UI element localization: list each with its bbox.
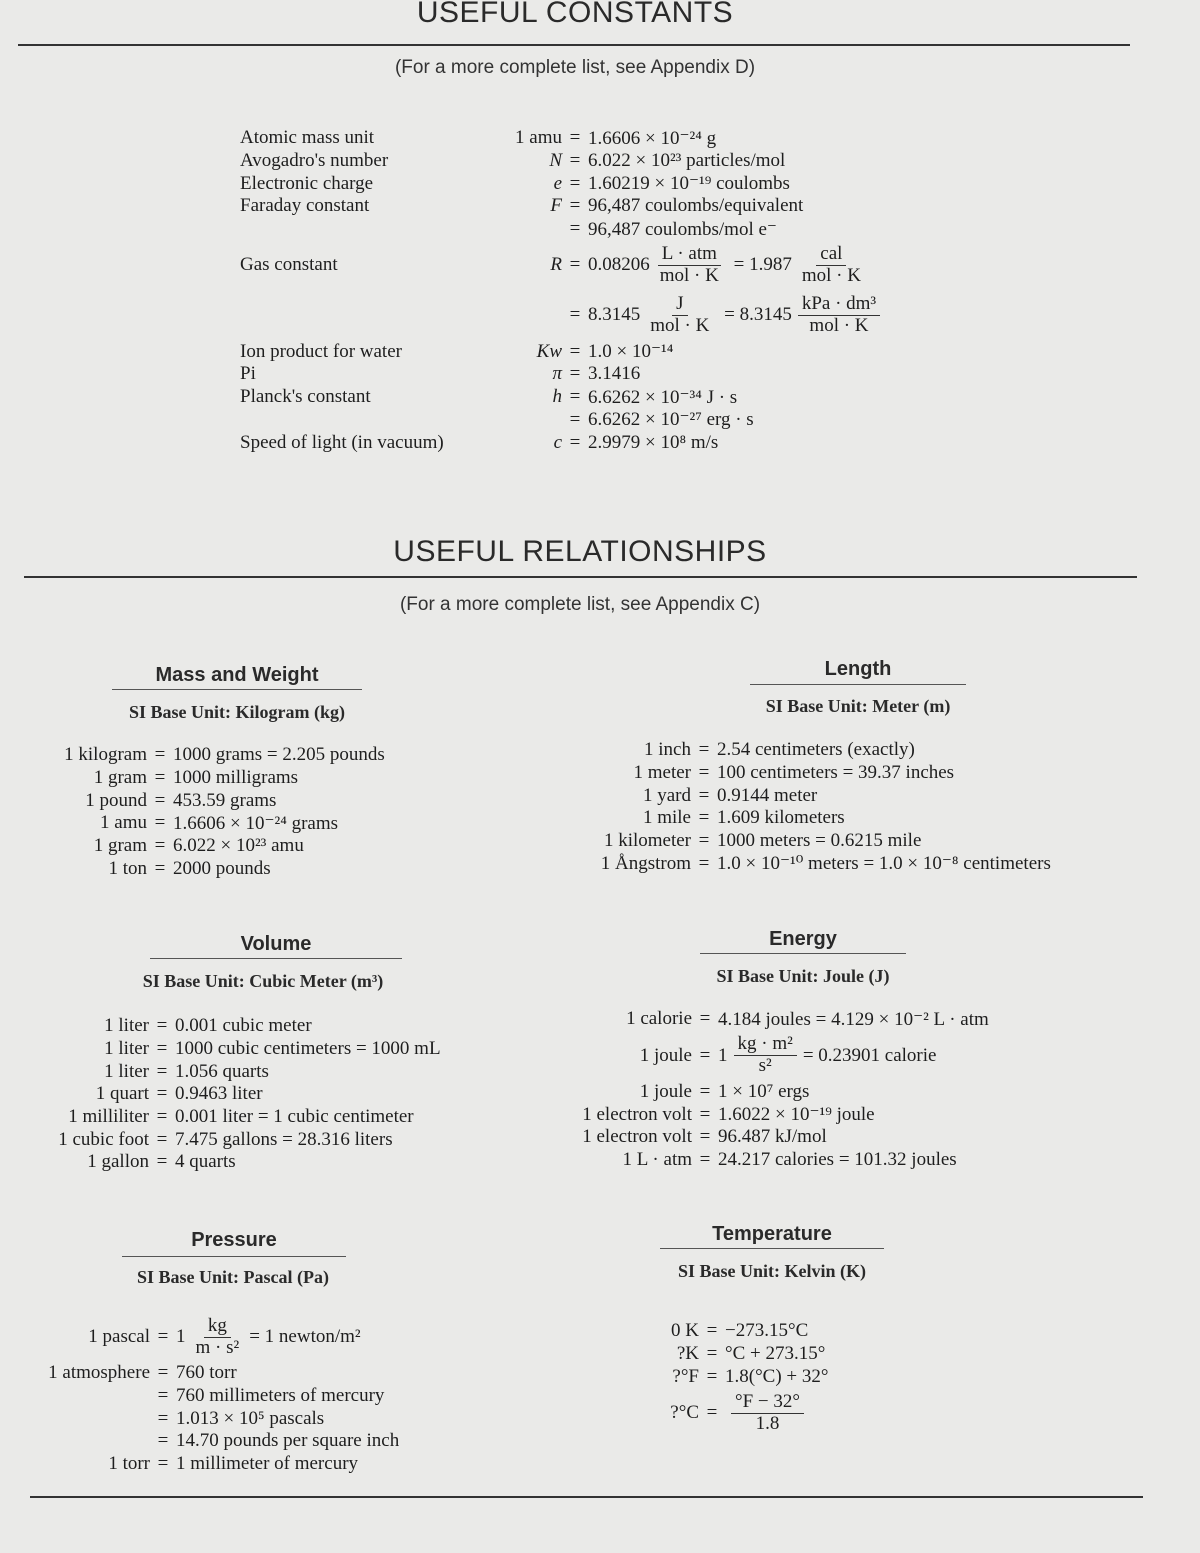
equation-row (0, 762, 1200, 785)
equation-lhs: N (549, 150, 562, 172)
fraction-denominator: mol · K (801, 264, 861, 286)
equation-text: 1.0 × 10⁻¹⁰ meters = 1.0 × 10⁻⁸ centimeters (717, 853, 1051, 875)
equation-lhs: 1 gallon (87, 1151, 149, 1173)
divider (700, 953, 906, 954)
equation-text: 1000 cubic centimeters = 1000 mL (175, 1038, 441, 1060)
fraction (798, 244, 865, 287)
fraction (646, 294, 713, 337)
fraction-numerator: kg · m² (734, 1034, 797, 1056)
equals-sign: = (706, 1402, 718, 1424)
equation-lhs: 1 electron volt (582, 1103, 692, 1125)
equation-lhs: 1 pascal (88, 1326, 150, 1347)
equation-rhs (718, 1008, 989, 1031)
equals-sign: = (569, 150, 581, 172)
equation-lhs: 1 torr (108, 1453, 150, 1475)
equals-sign: = (569, 363, 581, 385)
fraction-numerator: °F − 32° (731, 1392, 804, 1414)
equation-row (0, 852, 1200, 875)
volume-heading: Volume (240, 933, 312, 955)
equals-sign: = (569, 408, 581, 430)
equals-sign: = (157, 1385, 169, 1407)
energy-si-unit: SI Base Unit: Joule (J) (716, 966, 890, 986)
equation-text: 0.001 liter = 1 cubic centimeter (175, 1106, 414, 1128)
equation-rhs (717, 762, 954, 784)
equation-row (0, 1343, 1200, 1366)
equation-lhs: 1 pound (85, 789, 147, 811)
equation-rhs (725, 1343, 825, 1365)
equation-lhs: 1 ton (108, 857, 147, 879)
equals-sign: = (706, 1320, 718, 1342)
equation-text: 1000 grams = 2.205 pounds (173, 744, 385, 766)
mass-heading: Mass and Weight (155, 664, 319, 686)
equation-lhs: 1 meter (633, 762, 691, 784)
equation-text: = 1 newton/m² (249, 1326, 361, 1347)
equation-text: 2.54 centimeters (exactly) (717, 739, 915, 761)
divider (30, 1496, 1143, 1498)
equation-text: 1.6022 × 10⁻¹⁹ joule (718, 1104, 875, 1126)
equation-lhs: h (552, 386, 562, 408)
equation-row (0, 1365, 1200, 1388)
equation-text: 1.056 quarts (175, 1060, 269, 1082)
pressure-si-unit: SI Base Unit: Pascal (Pa) (137, 1267, 329, 1287)
equation-rhs (588, 150, 785, 172)
equation-row (0, 830, 1200, 853)
equation-lhs: 1 L · atm (622, 1149, 692, 1171)
divider (150, 958, 402, 959)
equals-sign: = (569, 218, 581, 240)
equation-lhs: 1 Ångstrom (600, 852, 691, 874)
equation-lhs: 1 amu (100, 812, 147, 834)
equation-text: 1 millimeter of mercury (176, 1453, 359, 1475)
equation-rhs (588, 218, 777, 241)
equals-sign: = (698, 852, 710, 874)
equation-lhs: R (550, 254, 562, 276)
fraction-numerator: J (672, 294, 687, 316)
equation-text: 6.6262 × 10⁻³⁴ J · s (588, 386, 738, 408)
equals-sign: = (706, 1365, 718, 1387)
equation-row (0, 1081, 1200, 1104)
equals-sign: = (569, 127, 581, 149)
equation-lhs: 1 gram (93, 767, 147, 789)
mass-si-unit: SI Base Unit: Kilogram (kg) (129, 702, 345, 722)
equation-rhs (588, 340, 673, 363)
equals-sign: = (698, 762, 710, 784)
equation-rhs (717, 785, 817, 807)
equation-text: 1.013 × 10⁵ pascals (176, 1407, 325, 1429)
equation-rhs (718, 1034, 936, 1077)
divider (18, 44, 1130, 46)
equation-row (0, 739, 1200, 762)
equals-sign: = (156, 1015, 168, 1037)
equation-rhs (176, 1453, 358, 1475)
equation-lhs: 1 liter (104, 1060, 149, 1082)
relationships-subtitle: (For a more complete list, see Appendix C) (399, 594, 761, 615)
equation-lhs: 1 kilometer (603, 830, 691, 852)
equation-text: 453.59 grams (173, 789, 277, 811)
equals-sign: = (569, 304, 581, 326)
equation-rhs (588, 363, 640, 385)
equation-lhs: ?°F (672, 1365, 699, 1387)
equation-row (0, 1388, 1200, 1438)
equation-text: 1000 meters = 0.6215 mile (717, 830, 922, 852)
equation-rhs (718, 1149, 957, 1171)
divider (24, 576, 1137, 578)
equation-lhs: 1 atmosphere (48, 1362, 150, 1384)
equals-sign: = (569, 195, 581, 217)
fraction (656, 244, 723, 287)
equals-sign: = (157, 1430, 169, 1452)
equals-sign: = (156, 1128, 168, 1150)
equation-lhs: 1 joule (639, 1081, 692, 1103)
equation-rhs (717, 852, 1051, 875)
equals-sign: = (698, 739, 710, 761)
equation-row (0, 240, 1200, 290)
fraction-numerator: kPa · dm³ (798, 294, 880, 316)
constant-label: Planck's constant (240, 386, 371, 408)
equation-row (0, 1149, 1200, 1172)
equals-sign: = (157, 1407, 169, 1429)
equals-sign: = (154, 812, 166, 834)
fraction-denominator: s² (758, 1055, 772, 1077)
equation-row (0, 784, 1200, 807)
fraction-denominator: mol · K (650, 314, 710, 336)
equals-sign: = (699, 1008, 711, 1030)
equation-lhs: 1 quart (95, 1083, 149, 1105)
fraction-denominator: 1.8 (755, 1412, 780, 1434)
equation-text: 1 (718, 1044, 728, 1066)
pressure-heading: Pressure (191, 1229, 277, 1251)
equation-row (0, 409, 1200, 432)
equals-sign: = (699, 1044, 711, 1066)
length-list (0, 739, 1200, 875)
equation-text: 2.9979 × 10⁸ m/s (588, 431, 719, 453)
equation-text: 4.184 joules = 4.129 × 10⁻² L · atm (718, 1008, 989, 1030)
equation-text: 96,487 coulombs/mol e⁻ (588, 218, 777, 240)
equation-text: 6.022 × 10²³ particles/mol (588, 150, 786, 172)
equation-lhs: 1 mile (642, 807, 691, 829)
equation-text: 0.08206 (588, 254, 650, 276)
equals-sign: = (698, 807, 710, 829)
equation-row (0, 1031, 1200, 1081)
equation-lhs: 1 amu (515, 127, 562, 149)
equals-sign: = (157, 1362, 169, 1384)
volume-si-unit: SI Base Unit: Cubic Meter (m³) (142, 971, 384, 991)
equals-sign: = (156, 1083, 168, 1105)
equals-sign: = (156, 1060, 168, 1082)
equation-lhs: 1 electron volt (582, 1126, 692, 1148)
equals-sign: = (569, 254, 581, 276)
equals-sign: = (698, 830, 710, 852)
equals-sign: = (569, 386, 581, 408)
equation-text: 96.487 kJ/mol (718, 1126, 827, 1148)
equation-rhs (718, 1081, 809, 1103)
divider (112, 689, 362, 690)
constant-label: Electronic charge (240, 172, 374, 194)
constant-label: Pi (240, 363, 256, 385)
temperature-heading: Temperature (712, 1223, 832, 1245)
constants-title: USEFUL CONSTANTS (416, 0, 734, 29)
equals-sign: = (699, 1103, 711, 1125)
equation-row (0, 127, 1200, 150)
equation-text: 1.609 kilometers (717, 807, 845, 829)
equation-rhs (588, 386, 737, 409)
equation-text: 24.217 calories = 101.32 joules (718, 1149, 957, 1171)
equation-row (0, 1103, 1200, 1126)
fraction-denominator: mol · K (659, 264, 719, 286)
equation-rhs (718, 1126, 827, 1148)
equation-rhs (588, 294, 886, 337)
constant-label: Ion product for water (240, 340, 402, 362)
equation-text: 1.8(°C) + 32° (725, 1365, 829, 1387)
fraction-numerator: L · atm (658, 244, 721, 266)
equation-lhs: 1 calorie (626, 1008, 692, 1030)
constant-label: Gas constant (240, 254, 338, 276)
constant-label: Atomic mass unit (240, 127, 375, 149)
equation-lhs: c (553, 431, 562, 453)
equation-text: = 1.987 (728, 254, 792, 276)
equation-text: 0.9144 meter (717, 784, 818, 806)
equation-row (0, 290, 1200, 340)
equation-lhs: 1 kilogram (64, 744, 147, 766)
equals-sign: = (156, 1038, 168, 1060)
equation-text: °C + 273.15° (725, 1343, 826, 1365)
equation-rhs (588, 432, 718, 454)
equation-text: 1 × 10⁷ ergs (718, 1081, 810, 1103)
fraction-denominator: mol · K (809, 314, 869, 336)
equation-lhs: 1 liter (104, 1015, 149, 1037)
divider (660, 1248, 884, 1249)
equals-sign: = (569, 340, 581, 362)
energy-heading: Energy (769, 928, 837, 950)
equals-sign: = (157, 1453, 169, 1475)
fraction (731, 1392, 804, 1435)
equals-sign: = (698, 784, 710, 806)
equation-rhs (725, 1392, 810, 1435)
equation-lhs: 1 yard (642, 784, 691, 806)
equation-row (0, 1126, 1200, 1149)
equals-sign: = (154, 767, 166, 789)
equals-sign: = (156, 1151, 168, 1173)
equation-text: −273.15°C (725, 1320, 809, 1342)
temperature-si-unit: SI Base Unit: Kelvin (K) (677, 1261, 866, 1281)
equation-rhs (717, 830, 921, 852)
constant-label: Avogadro's number (240, 150, 389, 172)
length-heading: Length (824, 658, 892, 680)
equation-text: 7.475 gallons = 28.316 liters (175, 1128, 393, 1150)
equation-text: 4 quarts (175, 1151, 236, 1173)
equation-text: 760 torr (176, 1362, 237, 1384)
equation-text: 1 (176, 1326, 186, 1347)
equation-text: 0.001 cubic meter (175, 1015, 312, 1037)
equals-sign: = (569, 172, 581, 194)
equation-text: 6.6262 × 10⁻²⁷ erg · s (588, 409, 754, 431)
equation-rhs (725, 1366, 829, 1388)
equals-sign: = (157, 1326, 169, 1347)
equation-row (0, 363, 1200, 386)
constant-label: Faraday constant (240, 195, 370, 217)
equation-text: = 0.23901 calorie (802, 1044, 937, 1066)
equation-row (0, 431, 1200, 454)
equation-text: 14.70 pounds per square inch (176, 1430, 400, 1452)
equals-sign: = (706, 1343, 718, 1365)
length-si-unit: SI Base Unit: Meter (m) (765, 696, 951, 716)
equals-sign: = (154, 857, 166, 879)
equation-rhs (588, 408, 754, 431)
equation-text: 1.6606 × 10⁻²⁴ g (588, 127, 717, 149)
equation-lhs: Kw (536, 340, 562, 362)
divider (122, 1256, 346, 1257)
constant-label: Speed of light (in vacuum) (240, 431, 444, 453)
equation-lhs: 1 liter (104, 1038, 149, 1060)
equals-sign: = (156, 1106, 168, 1128)
equation-rhs (725, 1320, 808, 1342)
equation-rhs (588, 172, 790, 195)
equation-row (0, 150, 1200, 173)
equation-rhs (588, 195, 803, 217)
equation-lhs: 1 milliliter (68, 1106, 149, 1128)
fraction (734, 1034, 797, 1077)
equation-text: 1000 milligrams (173, 767, 299, 789)
equation-lhs: e (553, 172, 562, 194)
equation-text: = 8.3145 (719, 304, 792, 326)
equation-text: 2000 pounds (173, 857, 271, 879)
fraction-numerator: cal (816, 244, 846, 266)
equals-sign: = (699, 1081, 711, 1103)
equation-text: 0.9463 liter (175, 1083, 263, 1105)
equation-text: 1.60219 × 10⁻¹⁹ coulombs (588, 173, 790, 195)
equation-row (0, 340, 1200, 363)
equation-lhs: ?K (676, 1343, 699, 1365)
equation-rhs (717, 807, 845, 829)
equation-rhs (717, 739, 915, 761)
equals-sign: = (154, 835, 166, 857)
fraction-denominator: m · s² (195, 1336, 240, 1358)
equation-row (0, 1320, 1200, 1343)
equals-sign: = (154, 789, 166, 811)
equation-lhs: 1 inch (644, 739, 691, 761)
equation-lhs: π (552, 363, 562, 385)
equation-rhs (588, 127, 716, 150)
equation-text: 760 millimeters of mercury (176, 1385, 385, 1407)
divider (750, 684, 966, 685)
equation-lhs: 1 cubic foot (58, 1128, 149, 1150)
temperature-list (0, 1320, 1200, 1438)
equation-text: 8.3145 (588, 304, 641, 326)
energy-list (0, 1008, 1200, 1171)
equation-row (0, 218, 1200, 241)
equation-row (0, 1453, 1200, 1476)
equation-rhs (718, 1103, 875, 1126)
equation-row (0, 172, 1200, 195)
fraction-numerator: kg (204, 1316, 231, 1338)
equation-rhs (588, 244, 871, 287)
equation-row (0, 195, 1200, 218)
equals-sign: = (569, 431, 581, 453)
equation-lhs: 0 K (671, 1320, 699, 1342)
equation-text: 1.6606 × 10⁻²⁴ grams (173, 812, 338, 834)
equation-text: 100 centimeters = 39.37 inches (717, 762, 955, 784)
equation-text: 6.022 × 10²³ amu (173, 835, 304, 857)
equals-sign: = (699, 1126, 711, 1148)
equals-sign: = (154, 744, 166, 766)
equation-text: 3.1416 (588, 363, 641, 385)
fraction (798, 294, 880, 337)
equation-row (0, 386, 1200, 409)
equals-sign: = (699, 1149, 711, 1171)
equation-lhs: ?°C (670, 1402, 699, 1424)
equation-lhs: F (550, 195, 562, 217)
equation-row (0, 1008, 1200, 1031)
equation-lhs: 1 joule (639, 1044, 692, 1066)
relationships-title: USEFUL RELATIONSHIPS (393, 535, 767, 568)
equation-lhs: 1 gram (93, 835, 147, 857)
constants-list (0, 127, 1200, 454)
constants-subtitle: (For a more complete list, see Appendix D) (394, 57, 756, 78)
equation-text: 96,487 coulombs/equivalent (588, 195, 804, 217)
equation-row (0, 807, 1200, 830)
equation-text: 1.0 × 10⁻¹⁴ (588, 341, 674, 363)
